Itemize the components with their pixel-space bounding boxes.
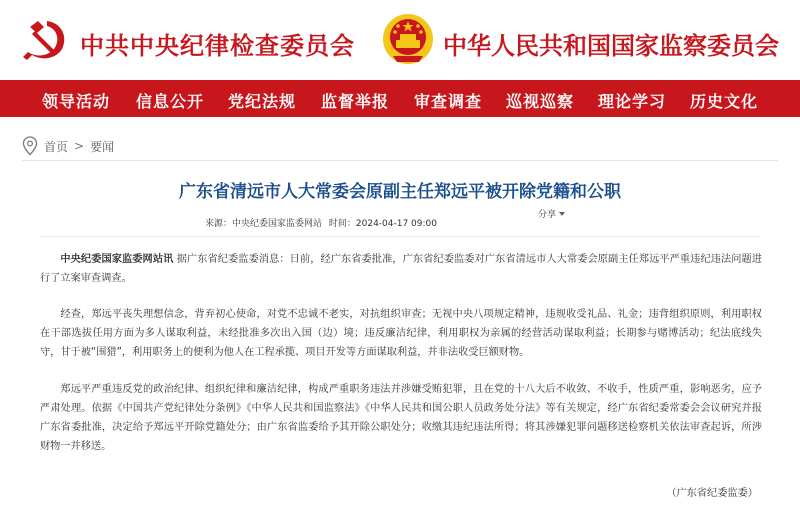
article-source: 来源：中央纪委国家监委网站: [205, 219, 323, 229]
article-paragraph-1: [40, 250, 762, 288]
breadcrumb: [22, 136, 114, 156]
breadcrumb-current-link[interactable]: 要闻: [90, 139, 115, 154]
article-paragraph-3: 郑远平严重违反党的政治纪律、组织纪律和廉洁纪律，构成严重职务违法并涉嫌受贿犯罪，且在党的十八大后不收敛、不收手，性质严重，影响恶劣，应予严肃处理。依据《中国共产党纪律处分条例》《中华人民共和国监察法》《中华人民共和国公职人员政务处分法》等有关规定，经广东省纪委常委会会议研究并报广东省委批准，决定给予郑远平开除党籍处分；由广东省监委给予其开除公职处分；收缴其违纪违法所得；将其涉嫌犯罪问题移送检察机关依法审查起诉，所涉财物一并移送。: [40, 384, 762, 452]
breadcrumb-divider: [22, 160, 778, 161]
nav-item-theory[interactable]: 理论学习: [598, 92, 667, 111]
main-nav: [0, 80, 800, 117]
national-emblem-icon[interactable]: [381, 12, 435, 66]
breadcrumb-separator: >: [74, 139, 85, 153]
location-pin-icon: [22, 136, 38, 156]
share-label: 分享: [538, 210, 557, 220]
share-button[interactable]: [538, 207, 565, 220]
site-header: [0, 0, 800, 80]
cpc-commission-title[interactable]: 中共中央纪律检查委员会: [80, 31, 355, 60]
nav-item-regulations[interactable]: 党纪法规: [228, 92, 297, 111]
chevron-down-icon: [559, 212, 565, 216]
article-meta: [205, 216, 441, 229]
nav-item-inspection[interactable]: 巡视巡察: [506, 92, 575, 111]
article-paragraph-1-text: 据广东省纪委监委消息：日前，经广东省委批准，广东省纪委监委对广东省清远市人大常委会原副主任郑远平严重违纪违法问题进行了立案审查调查。: [40, 254, 762, 284]
article-paragraph-2: 经查，郑远平丧失理想信念，背弃初心使命，对党不忠诚不老实，对抗组织审查；无视中央八项规定精神，违规收受礼品、礼金；违背组织原则，利用职权在干部选拔任用方面为多人谋取利益，未经批准多次出入国（边）境；违反廉洁纪律，利用职权为亲属的经营活动谋取利益；长期参与赌博活动；纪法底线失守，甘于被“围猎”，利用职务上的便利为他人在工程承揽、项目开发等方面谋取利益，并非法收受巨额财物。: [40, 309, 762, 358]
article-time: 时间：2024-04-17 09:00: [328, 219, 437, 229]
nav-item-investigation[interactable]: 审查调查: [414, 92, 483, 111]
breadcrumb-home-link[interactable]: 首页: [44, 139, 69, 154]
supervision-commission-title[interactable]: 中华人民共和国国家监察委员会: [443, 31, 779, 60]
article-lead-source: 中央纪委国家监委网站讯: [60, 254, 174, 265]
nav-item-report[interactable]: 监督举报: [321, 92, 390, 111]
party-emblem-icon[interactable]: [20, 17, 70, 63]
nav-item-history[interactable]: 历史文化: [690, 92, 759, 111]
article-title: 广东省清远市人大常委会原副主任郑远平被开除党籍和公职: [179, 182, 621, 202]
meta-divider: [40, 236, 760, 237]
article-footer-source: （广东省纪委监委）: [666, 488, 758, 499]
nav-item-disclosure[interactable]: 信息公开: [136, 92, 205, 111]
nav-item-leadership[interactable]: 领导活动: [42, 92, 111, 111]
